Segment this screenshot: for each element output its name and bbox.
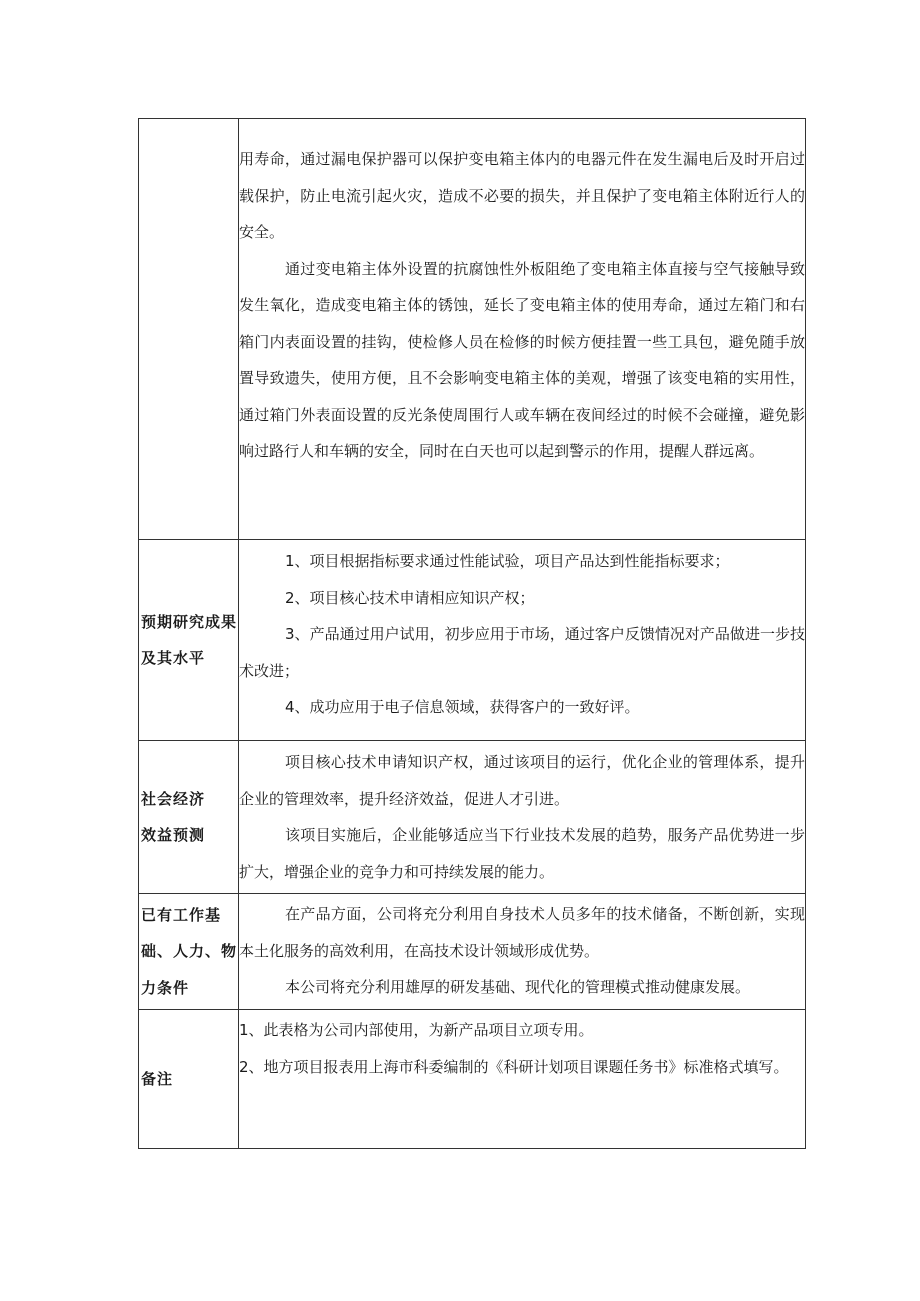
expected-result-item-1: 1、项目根据指标要求通过性能试验，项目产品达到性能指标要求； [285, 552, 730, 570]
row-label-socioeconomic-line2: 效益预测 [141, 826, 206, 844]
table-row-remarks [139, 1010, 806, 1149]
expected-results-content [239, 540, 806, 741]
row-label-socioeconomic-line1: 社会经济 [141, 789, 206, 808]
socioeconomic-paragraph-2: 该项目实施后，企业能够适应当下行业技术发展的趋势，服务产品优势进一步扩大，增强企业的竞争力和可持续发展的能力。 [239, 826, 805, 881]
expected-result-item-4: 4、成功应用于电子信息领域，获得客户的一致好评。 [285, 698, 640, 716]
table-row-socioeconomic [139, 741, 806, 894]
existing-basis-paragraph-1: 在产品方面，公司将充分利用自身技术人员多年的技术储备，不断创新，实现本土化服务的高效利用，在高技术设计领域形成优势。 [239, 905, 805, 960]
row-label-empty [139, 119, 239, 540]
remarks-item-2: 2、地方项目报表用上海市科委编制的《科研计划项目课题任务书》标准格式填写。 [239, 1057, 789, 1076]
row-label-socioeconomic [139, 741, 239, 894]
continuation-paragraph-2: 通过变电箱主体外设置的抗腐蚀性外板阻绝了变电箱主体直接与空气接触导致发生氧化，造成变电箱主体的锈蚀，延长了变电箱主体的使用寿命，通过左箱门和右箱门内表面设置的挂钩，使检修人员在检修的时候方便挂置一些工具包，避免随手放置导致遗失，使用方便，且不会影响变电箱主体的美观，增强了该变电箱的实用性，通过箱门外表面设置的反光条使周围行人或车辆在夜间经过的时候不会碰撞，避免影响过路行人和车辆的安全，同时在白天也可以起到警示的作用，提醒人群远离。 [239, 259, 805, 460]
existing-basis-content [239, 894, 806, 1010]
existing-basis-paragraph-2: 本公司将充分利用雄厚的研发基础、现代化的管理模式推动健康发展。 [285, 978, 751, 996]
expected-result-item-2: 2、项目核心技术申请相应知识产权； [285, 588, 535, 607]
table-row-expected-results [139, 540, 806, 741]
socioeconomic-content [239, 741, 806, 894]
socioeconomic-paragraph-1: 项目核心技术申请知识产权，通过该项目的运行，优化企业的管理体系，提升企业的管理效率，提升经济效益，促进人才引进。 [239, 753, 805, 808]
project-form-table [138, 118, 806, 1149]
row-label-existing-basis: 已有工作基础、人力、物力条件 [139, 894, 239, 1010]
remarks-content [239, 1010, 806, 1149]
row-label-remarks: 备注 [139, 1010, 239, 1149]
row-label-expected-results: 预期研究成果及其水平 [139, 540, 239, 741]
remarks-item-1: 1、此表格为公司内部使用，为新产品项目立项专用。 [239, 1021, 594, 1039]
table-row-continuation [139, 119, 806, 540]
expected-result-item-3: 3、产品通过用户试用，初步应用于市场，通过客户反馈情况对产品做进一步技术改进； [239, 625, 805, 680]
continuation-paragraph-1: 用寿命，通过漏电保护器可以保护变电箱主体内的电器元件在发生漏电后及时开启过载保护，防止电流引起火灾，造成不必要的损失，并且保护了变电箱主体附近行人的安全。 [239, 150, 805, 241]
continuation-content [239, 119, 806, 540]
table-row-existing-basis [139, 894, 806, 1010]
